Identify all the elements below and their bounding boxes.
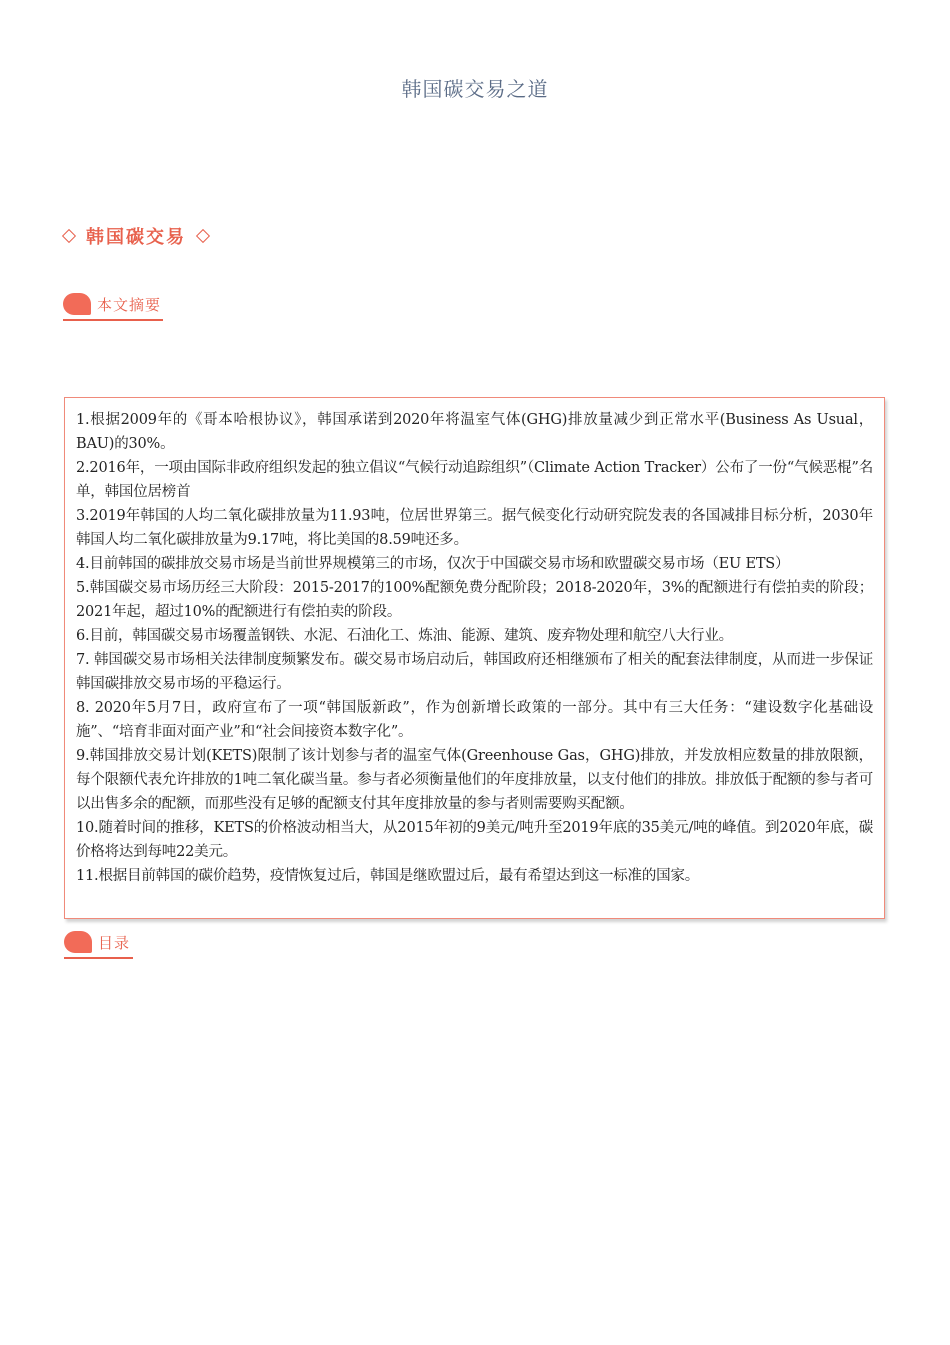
summary-item-6: 6.目前，韩国碳交易市场覆盖钢铁、水泥、石油化工、炼油、能源、建筑、废弃物处理和航空八大行业。 — [76, 628, 733, 644]
tag-bubble-icon — [64, 931, 92, 953]
summary-item-7: 7. 韩国碳交易市场相关法律制度频繁发布。碳交易市场启动后，韩国政府还相继颁布了相关的配套法律制度，从而进一步保证韩国碳排放交易市场的平稳运行。 — [76, 652, 873, 692]
summary-item-8: 8. 2020年5月7日，政府宣布了一项“韩国版新政”，作为创新增长政策的一部分。其中有三大任务：“建设数字化基础设施”、“培育非面对面产业”和“社会间接资本数字化”。 — [76, 700, 873, 740]
summary-item-10: 10.随着时间的推移，KETS的价格波动相当大，从2015年初的9美元/吨升至2019年底的35美元/吨的峰值。到2020年底，碳价格将达到每吨22美元。 — [76, 820, 873, 860]
section-heading — [60, 223, 212, 249]
section-heading-text: 韩国碳交易 — [86, 227, 186, 248]
tag-bubble-icon — [63, 293, 91, 315]
toc-label: 目录 — [98, 933, 131, 952]
summary-item-2: 2.2016年，一项由国际非政府组织发起的独立倡议“气候行动追踪组织”（Climate Action Tracker）公布了一份“气候恶棍”名单，韩国位居榜首 — [76, 460, 873, 500]
summary-item-3: 3.2019年韩国的人均二氧化碳排放量为11.93吨，位居世界第三。据气候变化行动研究院发表的各国减排目标分析，2030年韩国人均二氧化碳排放量为9.17吨，将比美国的8.59吨还多。 — [76, 508, 873, 548]
summary-tag — [63, 290, 163, 321]
summary-item-5: 5.韩国碳交易市场历经三大阶段：2015-2017的100%配额免费分配阶段；2018-2020年，3%的配额进行有偿拍卖的阶段；2021年起，超过10%的配额进行有偿拍卖的阶段。 — [76, 580, 873, 620]
summary-box — [64, 397, 885, 919]
summary-item-11: 11.根据目前韩国的碳价趋势，疫情恢复过后，韩国是继欧盟过后，最有希望达到这一标准的国家。 — [76, 868, 700, 884]
summary-item-9: 9.韩国排放交易计划(KETS)限制了该计划参与者的温室气体(Greenhouse Gas，GHG)排放，并发放相应数量的排放限额，每个限额代表允许排放的1吨二氧化碳当量。参与者必须衡量他们的年度排放量，以支付他们的排放。排放低于配额的参与者可以出售多余的配额，而那些没有足够的配额支付其年度排放量的参与者则需要购买配额。 — [76, 748, 873, 812]
summary-item-1: 1.根据2009年的《哥本哈根协议》，韩国承诺到2020年将温室气体(GHG)排放量减少到正常水平(Business As Usual，BAU)的30%。 — [76, 412, 873, 452]
toc-tag — [64, 928, 133, 959]
summary-item-4: 4.目前韩国的碳排放交易市场是当前世界规模第三的市场，仅次于中国碳交易市场和欧盟碳交易市场（EU ETS） — [76, 556, 790, 572]
diamond-right-icon — [196, 229, 210, 243]
diamond-left-icon — [62, 229, 76, 243]
page-title: 韩国碳交易之道 — [401, 77, 549, 101]
summary-label: 本文摘要 — [97, 295, 162, 314]
